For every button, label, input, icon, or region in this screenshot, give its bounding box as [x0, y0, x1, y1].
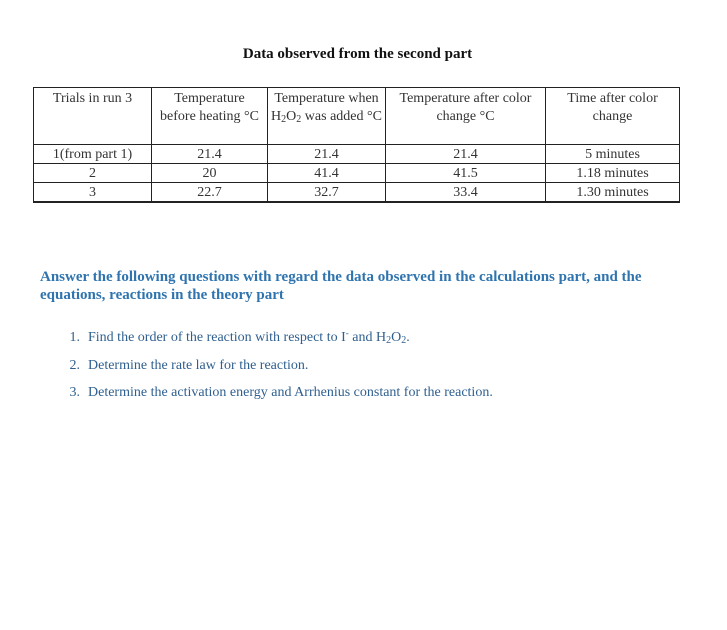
question-number: 3.	[69, 385, 80, 400]
header-temp-after: Temperature after color change °C	[386, 88, 546, 145]
table-row	[34, 183, 680, 203]
cell-after: 33.4	[386, 183, 546, 203]
header-temp-before: Temperature before heating °C	[152, 88, 268, 145]
cell-trial: 2	[34, 164, 152, 183]
page-title: Data observed from the second part	[242, 46, 473, 62]
cell-h2o2: 21.4	[268, 145, 386, 164]
question-number: 1.	[69, 330, 80, 345]
data-table	[33, 87, 680, 203]
cell-trial: 1(from part 1)	[34, 145, 152, 164]
question-text: Find the order of the reaction with respect to I- and $H_2O_2$.	[88, 328, 410, 346]
question-list	[40, 330, 493, 413]
cell-after: 41.5	[386, 164, 546, 183]
table-header-row	[34, 88, 680, 145]
cell-time: 1.18 minutes	[546, 164, 680, 183]
cell-time: 1.30 minutes	[546, 183, 680, 203]
question-text: Determine the activation energy and Arrhenius constant for the reaction.	[88, 385, 493, 400]
cell-time: 5 minutes	[546, 145, 680, 164]
cell-before: 22.7	[152, 183, 268, 203]
header-time-after: Time after color change	[546, 88, 680, 145]
header-temp-h2o2: Temperature when $H_2O_2$ was added °C	[268, 88, 386, 145]
cell-h2o2: 41.4	[268, 164, 386, 183]
cell-trial: 3	[34, 183, 152, 203]
cell-h2o2: 32.7	[268, 183, 386, 203]
question-text: Determine the rate law for the reaction.	[88, 357, 309, 373]
question-number: 2.	[69, 357, 80, 373]
list-item	[40, 358, 493, 386]
table-row	[34, 164, 680, 183]
instructions-heading: Answer the following questions with regard the data observed in the calculations part, and the equations, reactions in the theory part	[40, 269, 642, 303]
cell-after: 21.4	[386, 145, 546, 164]
table-row	[34, 145, 680, 164]
list-item	[40, 385, 493, 413]
header-trials: Trials in run 3	[34, 88, 152, 145]
cell-before: 21.4	[152, 145, 268, 164]
list-item	[40, 330, 493, 358]
cell-before: 20	[152, 164, 268, 183]
